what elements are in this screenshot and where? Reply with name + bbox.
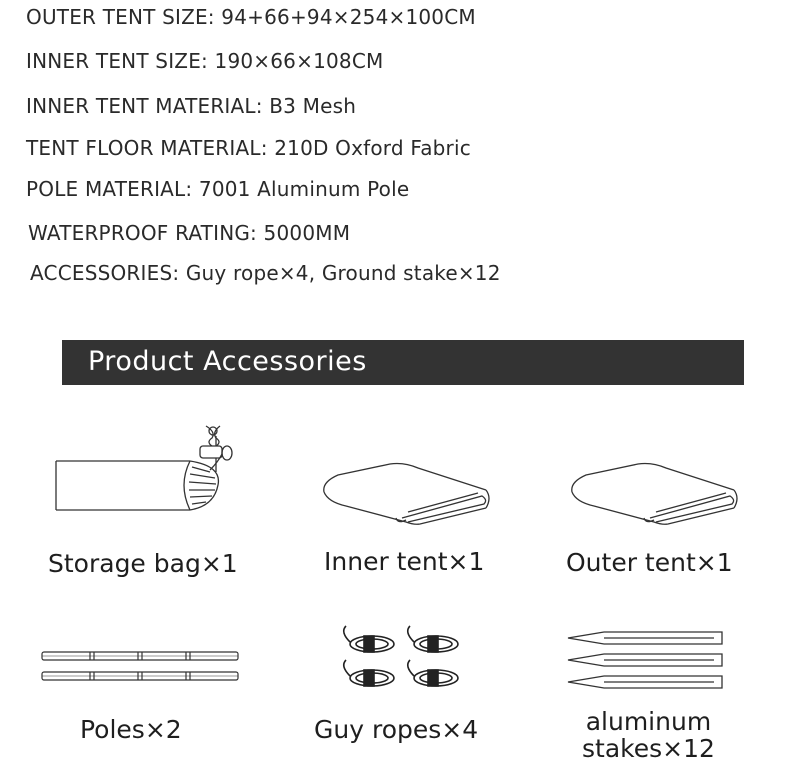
rope-coil-icon [336,622,468,696]
poles-label: Poles×2 [80,715,182,744]
inner-tent-label: Inner tent×1 [324,547,485,576]
spec-inner-tent-material: INNER TENT MATERIAL: B3 Mesh [26,94,357,118]
guy-ropes-label: Guy ropes×4 [314,715,479,744]
spec-floor-material: TENT FLOOR MATERIAL: 210D Oxford Fabric [26,136,471,160]
spec-inner-tent-size: INNER TENT SIZE: 190×66×108CM [26,49,384,73]
spec-waterproof-rating: WATERPROOF RATING: 5000MM [28,221,351,245]
spec-outer-tent-size: OUTER TENT SIZE: 94+66+94×254×100CM [26,5,476,29]
folded-tent-icon [318,460,493,530]
section-banner [62,340,744,385]
folded-tent-icon [566,460,741,530]
outer-tent-label: Outer tent×1 [566,548,733,577]
spec-accessories: ACCESSORIES: Guy rope×4, Ground stake×12 [30,261,501,285]
stake-icon [564,626,728,694]
poles-icon [40,648,240,688]
stakes-label-line2: stakes×12 [582,734,715,763]
stakes-label [582,708,715,762]
section-title: Product Accessories [88,346,367,377]
storage-bag-icon [50,422,240,517]
stakes-label-line1: aluminum [585,707,712,736]
spec-pole-material: POLE MATERIAL: 7001 Aluminum Pole [26,177,410,201]
storage-bag-label: Storage bag×1 [48,549,238,578]
